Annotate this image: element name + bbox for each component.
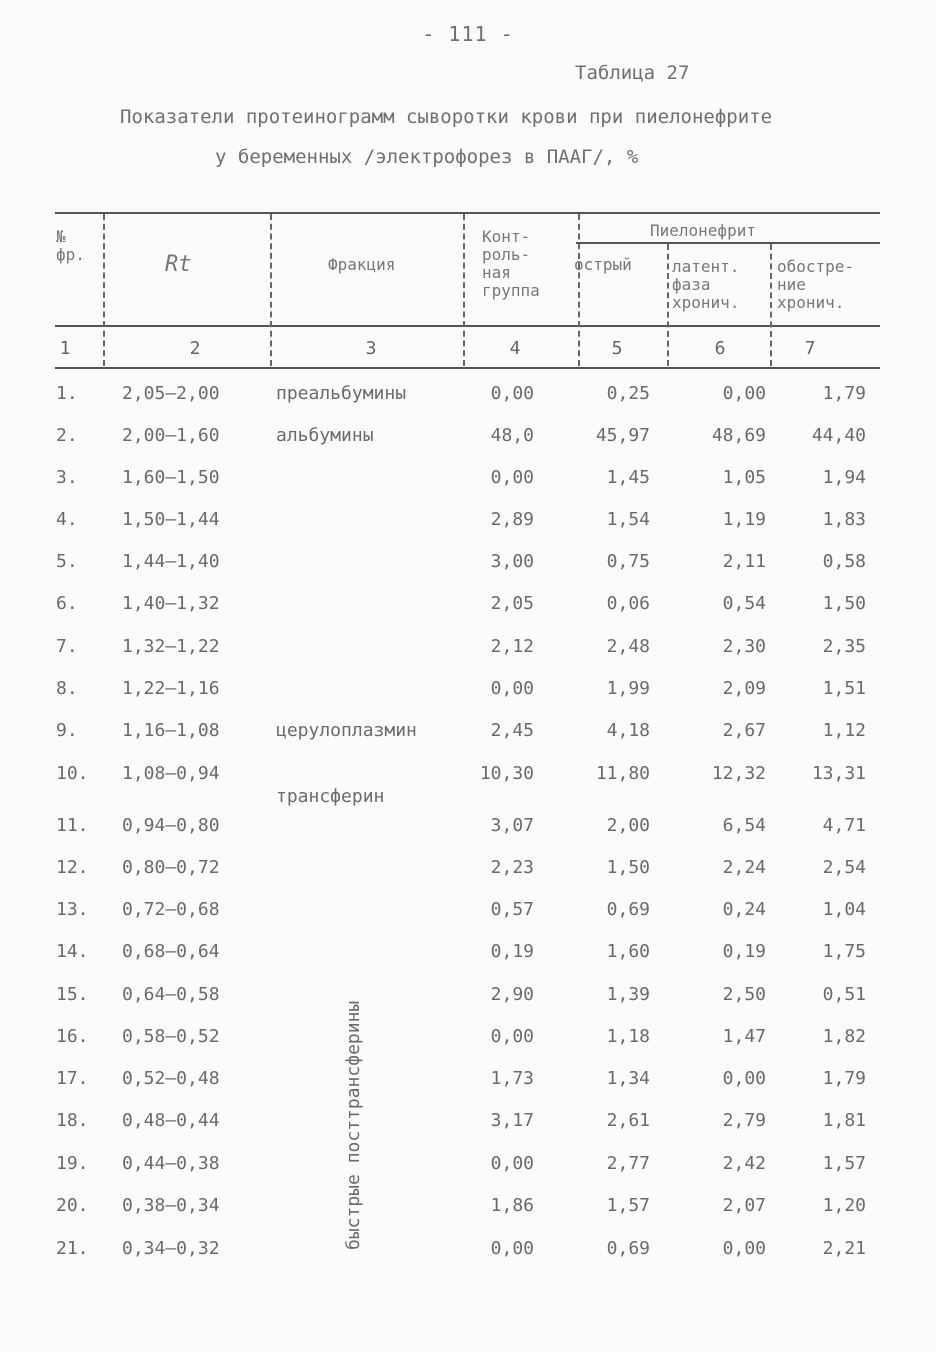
row-number: 8. bbox=[56, 678, 78, 699]
acute-value: 1,60 bbox=[606, 941, 650, 962]
row-number: 21. bbox=[56, 1238, 89, 1259]
control-value: 3,17 bbox=[490, 1110, 534, 1131]
control-value: 2,23 bbox=[490, 857, 534, 878]
latent-value: 2,79 bbox=[722, 1110, 766, 1131]
latent-value: 12,32 bbox=[711, 763, 766, 784]
acute-value: 0,69 bbox=[606, 899, 650, 920]
header-latent: латент. фаза хронич. bbox=[672, 257, 740, 312]
fraction-transferrin: трансферин bbox=[276, 786, 385, 807]
table-label: Таблица 27 bbox=[575, 62, 690, 84]
column-number: 5 bbox=[611, 338, 623, 359]
control-value: 0,57 bbox=[490, 899, 534, 920]
acute-value: 1,99 bbox=[606, 678, 650, 699]
rt-range: 0,52–0,48 bbox=[122, 1068, 220, 1089]
rt-range: 1,08–0,94 bbox=[122, 763, 220, 784]
rt-range: 0,72–0,68 bbox=[122, 899, 220, 920]
row-number: 14. bbox=[56, 941, 89, 962]
header-rt: Rt bbox=[165, 252, 192, 277]
exacerbation-value: 1,94 bbox=[822, 467, 866, 488]
exacerbation-value: 4,71 bbox=[822, 815, 866, 836]
acute-value: 1,54 bbox=[606, 509, 650, 530]
control-value: 3,07 bbox=[490, 815, 534, 836]
acute-value: 0,69 bbox=[606, 1238, 650, 1259]
acute-value: 2,00 bbox=[606, 815, 650, 836]
rt-range: 1,50–1,44 bbox=[122, 509, 220, 530]
column-number: 3 bbox=[365, 338, 377, 359]
row-number: 3. bbox=[56, 467, 78, 488]
latent-value: 48,69 bbox=[711, 425, 766, 446]
latent-value: 2,67 bbox=[722, 720, 766, 741]
exacerbation-value: 1,82 bbox=[822, 1026, 866, 1047]
header-acute: острый bbox=[574, 255, 632, 274]
control-value: 0,00 bbox=[490, 1238, 534, 1259]
exacerbation-value: 1,50 bbox=[822, 593, 866, 614]
pyelo-under-rule bbox=[576, 242, 880, 244]
latent-value: 2,09 bbox=[722, 678, 766, 699]
control-value: 0,00 bbox=[490, 678, 534, 699]
acute-value: 1,18 bbox=[606, 1026, 650, 1047]
header-fraction: Фракция bbox=[328, 255, 396, 274]
rt-range: 2,00–1,60 bbox=[122, 425, 220, 446]
rt-range: 1,32–1,22 bbox=[122, 636, 220, 657]
exacerbation-value: 2,35 bbox=[822, 636, 866, 657]
latent-value: 6,54 bbox=[722, 815, 766, 836]
row-number: 13. bbox=[56, 899, 89, 920]
row-number: 16. bbox=[56, 1026, 89, 1047]
control-value: 48,0 bbox=[490, 425, 534, 446]
column-divider bbox=[770, 244, 772, 366]
rt-range: 1,40–1,32 bbox=[122, 593, 220, 614]
rt-range: 0,48–0,44 bbox=[122, 1110, 220, 1131]
latent-value: 2,42 bbox=[722, 1153, 766, 1174]
fraction-fast-posttransferrins: быстрые посттрансферины bbox=[343, 1000, 364, 1250]
control-value: 0,19 bbox=[490, 941, 534, 962]
row-number: 15. bbox=[56, 984, 89, 1005]
column-numbers-bottom-rule bbox=[55, 367, 880, 369]
rt-range: 1,16–1,08 bbox=[122, 720, 220, 741]
acute-value: 1,39 bbox=[606, 984, 650, 1005]
column-number: 4 bbox=[509, 338, 521, 359]
row-number: 9. bbox=[56, 720, 78, 741]
table-title-unit: % bbox=[626, 146, 639, 168]
rt-range: 0,94–0,80 bbox=[122, 815, 220, 836]
table-title-line2-text: у беременных /электрофорез в ПААГ/, bbox=[215, 146, 616, 168]
latent-value: 0,00 bbox=[722, 383, 766, 404]
latent-value: 2,24 bbox=[722, 857, 766, 878]
fraction-name: церулоплазмин bbox=[276, 720, 417, 741]
exacerbation-value: 44,40 bbox=[811, 425, 866, 446]
header-pyelonephritis: Пиелонефрит bbox=[650, 221, 756, 240]
page-number: - 111 - bbox=[422, 22, 514, 46]
exacerbation-value: 2,54 bbox=[822, 857, 866, 878]
rt-range: 1,22–1,16 bbox=[122, 678, 220, 699]
rt-range: 1,60–1,50 bbox=[122, 467, 220, 488]
acute-value: 45,97 bbox=[595, 425, 650, 446]
control-value: 2,90 bbox=[490, 984, 534, 1005]
row-number: 19. bbox=[56, 1153, 89, 1174]
latent-value: 0,24 bbox=[722, 899, 766, 920]
row-number: 6. bbox=[56, 593, 78, 614]
control-value: 10,30 bbox=[479, 763, 534, 784]
row-number: 10. bbox=[56, 763, 89, 784]
exacerbation-value: 1,57 bbox=[822, 1153, 866, 1174]
row-number: 11. bbox=[56, 815, 89, 836]
rt-range: 0,80–0,72 bbox=[122, 857, 220, 878]
exacerbation-value: 1,75 bbox=[822, 941, 866, 962]
acute-value: 1,50 bbox=[606, 857, 650, 878]
latent-value: 2,50 bbox=[722, 984, 766, 1005]
header-num: № фр. bbox=[56, 227, 85, 264]
table-top-rule bbox=[55, 212, 880, 214]
rt-range: 0,44–0,38 bbox=[122, 1153, 220, 1174]
exacerbation-value: 1,79 bbox=[822, 383, 866, 404]
acute-value: 2,77 bbox=[606, 1153, 650, 1174]
row-number: 2. bbox=[56, 425, 78, 446]
exacerbation-value: 1,81 bbox=[822, 1110, 866, 1131]
acute-value: 0,06 bbox=[606, 593, 650, 614]
acute-value: 0,75 bbox=[606, 551, 650, 572]
row-number: 18. bbox=[56, 1110, 89, 1131]
row-number: 17. bbox=[56, 1068, 89, 1089]
latent-value: 0,00 bbox=[722, 1068, 766, 1089]
table-title-line1: Показатели протеинограмм сыворотки крови при пиелонефрите bbox=[120, 106, 773, 128]
latent-value: 0,54 bbox=[722, 593, 766, 614]
row-number: 20. bbox=[56, 1195, 89, 1216]
control-value: 0,00 bbox=[490, 467, 534, 488]
row-number: 7. bbox=[56, 636, 78, 657]
latent-value: 2,11 bbox=[722, 551, 766, 572]
latent-value: 1,05 bbox=[722, 467, 766, 488]
column-number: 7 bbox=[804, 338, 816, 359]
latent-value: 2,07 bbox=[722, 1195, 766, 1216]
column-divider bbox=[103, 214, 105, 366]
header-exacerbation: обостре- ние хронич. bbox=[777, 257, 855, 312]
rt-range: 0,34–0,32 bbox=[122, 1238, 220, 1259]
latent-value: 0,19 bbox=[722, 941, 766, 962]
acute-value: 1,45 bbox=[606, 467, 650, 488]
control-value: 0,00 bbox=[490, 1153, 534, 1174]
rt-range: 0,68–0,64 bbox=[122, 941, 220, 962]
column-number: 6 bbox=[714, 338, 726, 359]
acute-value: 2,48 bbox=[606, 636, 650, 657]
exacerbation-value: 0,51 bbox=[822, 984, 866, 1005]
latent-value: 1,19 bbox=[722, 509, 766, 530]
row-number: 5. bbox=[56, 551, 78, 572]
control-value: 0,00 bbox=[490, 1026, 534, 1047]
row-number: 4. bbox=[56, 509, 78, 530]
exacerbation-value: 0,58 bbox=[822, 551, 866, 572]
acute-value: 1,34 bbox=[606, 1068, 650, 1089]
rt-range: 0,38–0,34 bbox=[122, 1195, 220, 1216]
control-value: 2,12 bbox=[490, 636, 534, 657]
exacerbation-value: 1,04 bbox=[822, 899, 866, 920]
exacerbation-value: 1,51 bbox=[822, 678, 866, 699]
exacerbation-value: 13,31 bbox=[811, 763, 866, 784]
acute-value: 0,25 bbox=[606, 383, 650, 404]
latent-value: 2,30 bbox=[722, 636, 766, 657]
latent-value: 0,00 bbox=[722, 1238, 766, 1259]
row-number: 12. bbox=[56, 857, 89, 878]
acute-value: 4,18 bbox=[606, 720, 650, 741]
fraction-name: альбумины bbox=[276, 425, 374, 446]
column-divider bbox=[578, 214, 580, 366]
control-value: 2,05 bbox=[490, 593, 534, 614]
exacerbation-value: 1,79 bbox=[822, 1068, 866, 1089]
rt-range: 1,44–1,40 bbox=[122, 551, 220, 572]
control-value: 1,86 bbox=[490, 1195, 534, 1216]
rt-range: 2,05–2,00 bbox=[122, 383, 220, 404]
control-value: 2,45 bbox=[490, 720, 534, 741]
acute-value: 1,57 bbox=[606, 1195, 650, 1216]
control-value: 2,89 bbox=[490, 509, 534, 530]
control-value: 0,00 bbox=[490, 383, 534, 404]
exacerbation-value: 2,21 bbox=[822, 1238, 866, 1259]
header-control: Конт- роль- ная группа bbox=[482, 227, 540, 300]
column-number: 1 bbox=[59, 338, 71, 359]
column-divider bbox=[270, 214, 272, 366]
control-value: 1,73 bbox=[490, 1068, 534, 1089]
acute-value: 11,80 bbox=[595, 763, 650, 784]
fraction-name: преальбумины bbox=[276, 383, 407, 404]
control-value: 3,00 bbox=[490, 551, 534, 572]
exacerbation-value: 1,83 bbox=[822, 509, 866, 530]
header-bottom-rule bbox=[55, 325, 880, 327]
column-divider bbox=[463, 214, 465, 366]
exacerbation-value: 1,12 bbox=[822, 720, 866, 741]
column-number: 2 bbox=[189, 338, 201, 359]
row-number: 1. bbox=[56, 383, 78, 404]
table-title-line2 bbox=[215, 146, 638, 168]
latent-value: 1,47 bbox=[722, 1026, 766, 1047]
exacerbation-value: 1,20 bbox=[822, 1195, 866, 1216]
rt-range: 0,64–0,58 bbox=[122, 984, 220, 1005]
rt-range: 0,58–0,52 bbox=[122, 1026, 220, 1047]
column-divider bbox=[667, 244, 669, 366]
acute-value: 2,61 bbox=[606, 1110, 650, 1131]
